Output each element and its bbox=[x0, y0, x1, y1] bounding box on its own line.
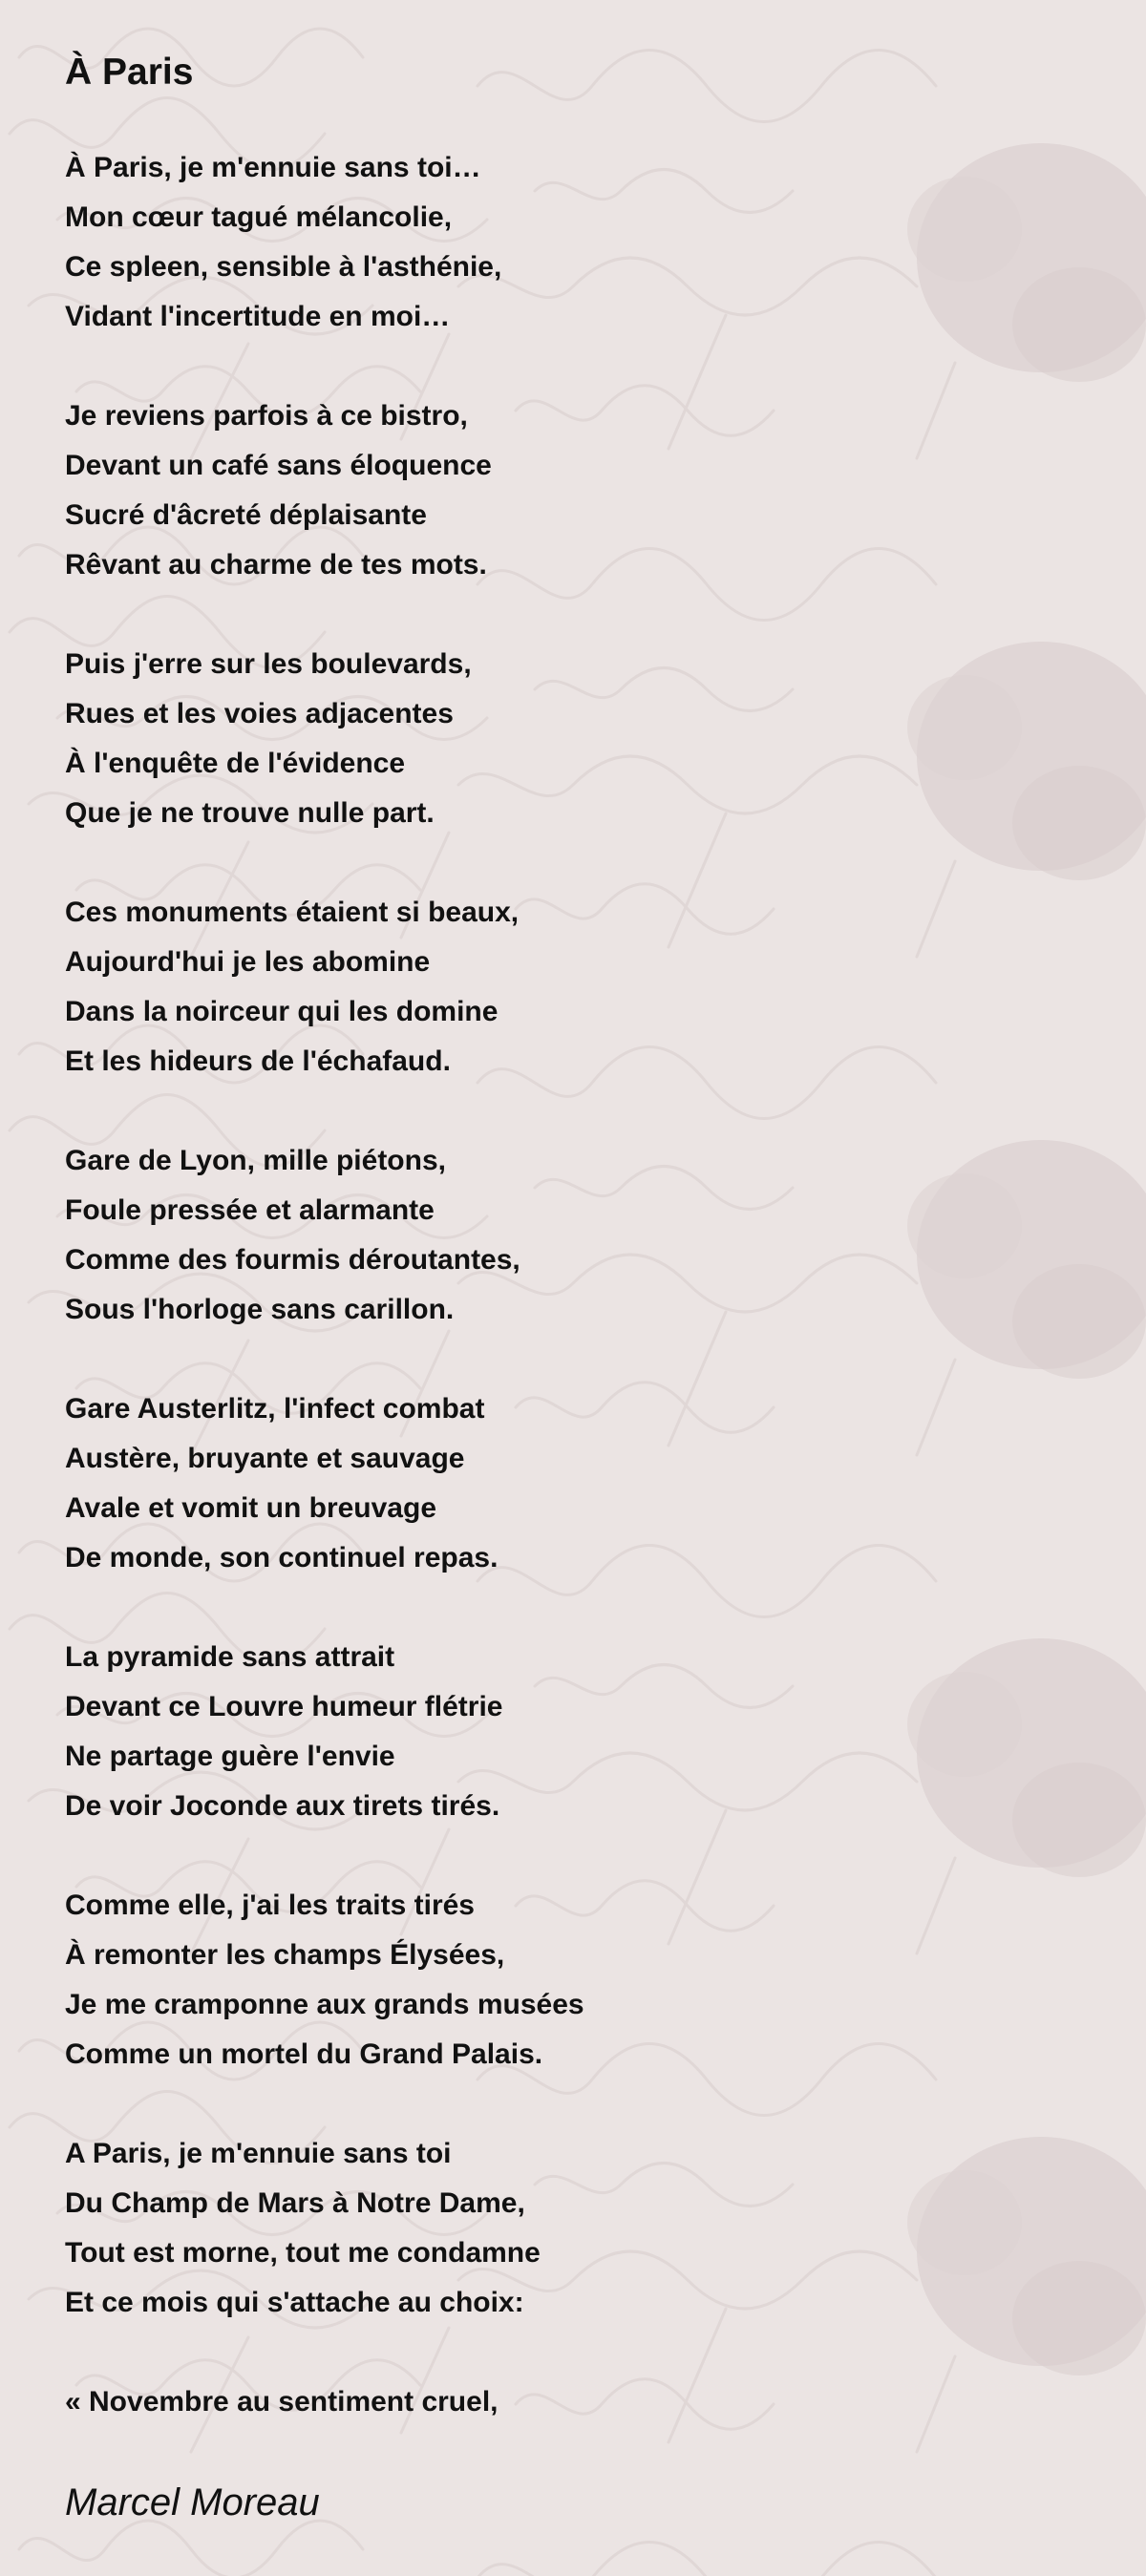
verse-line: Gare Austerlitz, l'infect combat bbox=[65, 1393, 485, 1425]
verse-line: Et ce mois qui s'attache au choix: bbox=[65, 2287, 524, 2318]
verse-line: Comme elle, j'ai les traits tirés bbox=[65, 1890, 475, 1921]
stanza bbox=[65, 1384, 584, 1583]
verse-line: « Novembre au sentiment cruel, bbox=[65, 2386, 499, 2418]
stanza bbox=[65, 640, 584, 838]
verse-line: Puis j'erre sur les boulevards, bbox=[65, 648, 472, 680]
verse-line: Et les hideurs de l'échafaud. bbox=[65, 1045, 451, 1077]
stanza bbox=[65, 1881, 584, 2080]
verse-line: Austère, bruyante et sauvage bbox=[65, 1443, 465, 1474]
stanza bbox=[65, 1136, 584, 1335]
verse-line: Ces monuments étaient si beaux, bbox=[65, 897, 520, 928]
verse-line: Devant un café sans éloquence bbox=[65, 450, 492, 481]
poem-title: À Paris bbox=[65, 52, 194, 93]
verse-line: Vidant l'incertitude en moi… bbox=[65, 301, 451, 332]
verse-line: Devant ce Louvre humeur flétrie bbox=[65, 1691, 503, 1722]
stanza bbox=[65, 2129, 584, 2328]
verse-line: À Paris, je m'ennuie sans toi… bbox=[65, 152, 481, 183]
stanza bbox=[65, 1633, 584, 1831]
stanza bbox=[65, 143, 584, 342]
verse-line: Mon cœur tagué mélancolie, bbox=[65, 201, 453, 233]
poem-author: Marcel Moreau bbox=[65, 2481, 320, 2523]
verse-line: Aujourd'hui je les abomine bbox=[65, 946, 431, 978]
poem-body bbox=[65, 143, 584, 2427]
verse-line: À l'enquête de l'évidence bbox=[65, 748, 406, 779]
verse-line: Comme un mortel du Grand Palais. bbox=[65, 2038, 543, 2070]
verse-line: Ne partage guère l'envie bbox=[65, 1741, 395, 1772]
stanza bbox=[65, 2377, 584, 2427]
verse-line: A Paris, je m'ennuie sans toi bbox=[65, 2138, 452, 2169]
verse-line: Foule pressée et alarmante bbox=[65, 1194, 435, 1226]
verse-line: Ce spleen, sensible à l'asthénie, bbox=[65, 251, 502, 283]
verse-line: Que je ne trouve nulle part. bbox=[65, 797, 435, 829]
verse-line: Rues et les voies adjacentes bbox=[65, 698, 454, 729]
verse-line: De voir Joconde aux tirets tirés. bbox=[65, 1790, 500, 1822]
verse-line: De monde, son continuel repas. bbox=[65, 1542, 499, 1573]
verse-line: À remonter les champs Élysées, bbox=[65, 1939, 505, 1971]
verse-line: Sucré d'âcreté déplaisante bbox=[65, 499, 427, 531]
verse-line: Du Champ de Mars à Notre Dame, bbox=[65, 2187, 525, 2219]
verse-line: La pyramide sans attrait bbox=[65, 1641, 395, 1673]
verse-line: Je me cramponne aux grands musées bbox=[65, 1989, 584, 2020]
stanza bbox=[65, 888, 584, 1087]
stanza bbox=[65, 391, 584, 590]
verse-line: Avale et vomit un breuvage bbox=[65, 1492, 437, 1524]
verse-line: Tout est morne, tout me condamne bbox=[65, 2237, 541, 2269]
verse-line: Rêvant au charme de tes mots. bbox=[65, 549, 487, 581]
verse-line: Comme des fourmis déroutantes, bbox=[65, 1244, 520, 1276]
verse-line: Dans la noirceur qui les domine bbox=[65, 996, 499, 1027]
verse-line: Gare de Lyon, mille piétons, bbox=[65, 1145, 446, 1176]
verse-line: Sous l'horloge sans carillon. bbox=[65, 1294, 455, 1325]
verse-line: Je reviens parfois à ce bistro, bbox=[65, 400, 468, 432]
